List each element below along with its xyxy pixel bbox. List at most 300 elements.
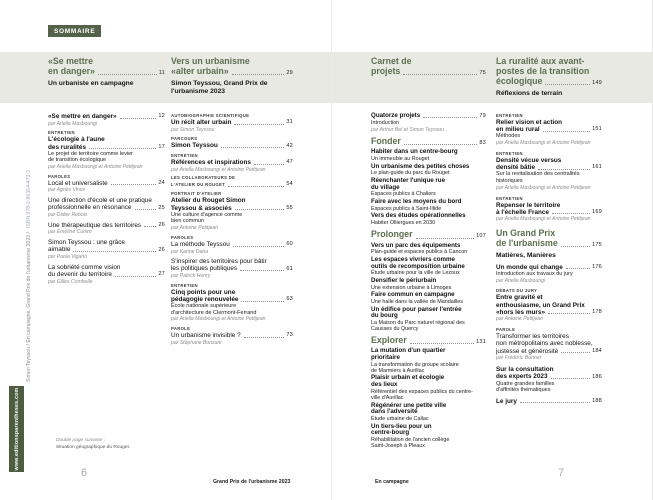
entry-page-number: 60 bbox=[286, 241, 293, 248]
entry-title: de l'urbanisme bbox=[496, 237, 558, 248]
toc-entry bbox=[496, 151, 602, 191]
toc-entry bbox=[496, 196, 602, 223]
dotted-leader bbox=[73, 251, 156, 252]
entry-description-line: historiques bbox=[496, 177, 523, 184]
dotted-leader bbox=[244, 337, 285, 338]
entry-title-line: Réenchanter l'unique rue bbox=[371, 176, 446, 184]
entry-author: par Simon Teyssou bbox=[171, 126, 215, 133]
entry-title-line: Un urbanisme des petites choses bbox=[371, 162, 470, 170]
entry-description-line: Saint-Joseph à Pleaux bbox=[371, 442, 425, 449]
entry-category: PAROLES bbox=[48, 173, 71, 179]
column-subtitle: Réflexions de terrain bbox=[496, 89, 563, 97]
entry-author: par Patrick Henry bbox=[171, 273, 211, 280]
entry-author: par Antoine Petitjean bbox=[496, 316, 544, 323]
entry-title-line: Transformer les territoires bbox=[496, 333, 569, 341]
entry-page-number: 12 bbox=[158, 113, 165, 120]
toc-entry bbox=[171, 235, 293, 255]
photo-caption-line-1: Double page suivante : bbox=[56, 438, 106, 443]
entry-page-number: 75 bbox=[479, 69, 486, 76]
column-header bbox=[48, 57, 165, 113]
toc-entry bbox=[171, 153, 293, 173]
dotted-leader bbox=[403, 74, 477, 75]
toc-entry bbox=[171, 113, 293, 133]
entry-title: «Se mettre en danger» bbox=[48, 113, 117, 120]
entry-leader-row bbox=[48, 180, 165, 187]
entry-leader-row bbox=[371, 137, 486, 147]
entry-description-line: Plan-guide et espaces publics à Cancon bbox=[371, 249, 468, 256]
dotted-leader bbox=[404, 144, 478, 145]
entry-title: «hors les murs» bbox=[496, 308, 546, 316]
entry-title: écologique bbox=[496, 75, 543, 86]
column-title-line: Carnet de bbox=[371, 56, 412, 66]
entry-leader-row bbox=[171, 181, 293, 188]
dotted-leader bbox=[552, 213, 590, 214]
entry-author: par Arthur Bel et Simon Teyssou bbox=[371, 126, 444, 133]
entry-category: ENTRETIEN bbox=[496, 195, 523, 201]
dotted-leader bbox=[561, 352, 590, 353]
dotted-leader bbox=[235, 209, 285, 210]
section-subtitle: Matières, Manières bbox=[496, 251, 556, 259]
dotted-leader bbox=[234, 124, 284, 125]
toc-entry bbox=[171, 283, 293, 323]
entry-description-line: Une extension urbaine à Limoges bbox=[371, 284, 452, 291]
entry-description-line: Un immeuble au Rouget bbox=[371, 156, 430, 163]
entry-leader-row bbox=[371, 67, 486, 77]
entry-author: par Agnès Vince bbox=[48, 187, 86, 194]
entry-author: par Ariella Masboungi et Antoine Petitjean bbox=[496, 216, 591, 223]
entry-title-line: enthousiasme, un Grand Prix bbox=[496, 301, 585, 309]
toc-entry bbox=[371, 178, 486, 197]
entry-title-line: dans l'adversité bbox=[371, 408, 418, 416]
entry-description-line: Référentiel des espaces publics du centre- bbox=[371, 388, 473, 395]
column-subtitle: Un urbaniste en campagne bbox=[48, 79, 134, 87]
column-title-line: postes de la transition bbox=[496, 65, 590, 76]
toc-entry bbox=[496, 113, 602, 147]
entry-page-number: 47 bbox=[286, 159, 293, 166]
entry-author: par Frédéric Bonnet bbox=[496, 355, 542, 362]
entry-page-number: 178 bbox=[592, 308, 602, 315]
photo-caption-line-2: Situation géographique du Rouget. bbox=[56, 444, 131, 450]
column-title-line: «Se mettre bbox=[48, 56, 93, 66]
toc-entry bbox=[48, 197, 165, 218]
page-fold-line bbox=[331, 0, 332, 500]
toc-entry bbox=[371, 257, 486, 276]
entry-description-line: ville d'Aurillac bbox=[371, 394, 404, 401]
entry-title: Fonder bbox=[371, 135, 401, 146]
entry-title: Simon Teyssou bbox=[171, 142, 218, 150]
entry-page-number: 17 bbox=[158, 143, 165, 150]
entry-title: Un récit alter urbain bbox=[171, 119, 232, 126]
entry-title-line: Un tiers-lieu pour un bbox=[371, 422, 432, 430]
entry-title-line: Repenser le territoire bbox=[496, 201, 561, 209]
entry-description-line: Causses du Quercy bbox=[371, 325, 419, 332]
entry-leader-row bbox=[496, 239, 602, 249]
dotted-leader bbox=[551, 378, 591, 379]
entry-title-line: L'écologie à l'aune bbox=[48, 136, 105, 144]
entry-title-line: Sur la consultation bbox=[496, 366, 554, 374]
column-header bbox=[171, 57, 293, 113]
entry-title: justesse et générosité bbox=[496, 347, 559, 355]
entry-description-line: de transition écologique bbox=[48, 157, 107, 164]
entry-title-line: Densité vécue versus bbox=[496, 157, 562, 165]
entry-leader-row bbox=[496, 398, 602, 405]
dotted-leader bbox=[89, 148, 156, 149]
entry-page-number: 161 bbox=[592, 164, 602, 171]
entry-category: ENTRETIEN bbox=[496, 113, 523, 118]
dotted-leader bbox=[240, 270, 284, 271]
toc-entry bbox=[496, 366, 602, 393]
entry-leader-row bbox=[171, 119, 293, 126]
dotted-leader bbox=[520, 402, 590, 403]
entry-page-number: 188 bbox=[592, 397, 602, 404]
toc-entry bbox=[496, 288, 602, 322]
entry-title: «alter urbain» bbox=[171, 65, 229, 76]
entry-title: Quatorze projets bbox=[371, 112, 421, 120]
dotted-leader bbox=[561, 246, 590, 247]
dotted-leader bbox=[543, 131, 590, 132]
column-title-line: La ruralité aux avant- bbox=[496, 56, 585, 66]
entry-description-line: Une halle dans la vallée de Mandailles bbox=[371, 298, 463, 305]
spine-title: Simon Teyssou / En campagne, Grand Prix de l'urbanisme 2023 / bbox=[26, 232, 32, 382]
column-title-line: Vers un urbanisme bbox=[171, 56, 250, 66]
spine-text bbox=[26, 104, 32, 382]
entry-description-line: Introduction aux travaux du jury bbox=[496, 270, 573, 277]
entry-title-line: des lieux bbox=[371, 381, 398, 389]
entry-page-number: 131 bbox=[476, 338, 486, 345]
entry-description-line: Étude urbaine de Callac bbox=[371, 415, 429, 422]
entry-leader-row bbox=[171, 159, 293, 166]
entry-title-line: La mutation d'un quartier bbox=[371, 347, 446, 355]
toc-entry bbox=[171, 191, 293, 231]
entry-title: Teyssou & associés bbox=[171, 204, 232, 212]
entry-author: par Ariella Masboungi et Antoine Petitjean bbox=[171, 316, 266, 323]
dotted-leader bbox=[144, 226, 156, 227]
entry-page-number: 83 bbox=[479, 139, 486, 146]
entry-page-number: 31 bbox=[286, 119, 293, 126]
entry-leader-row bbox=[48, 67, 165, 77]
entry-description-line: de Marmiers à Aurillac bbox=[371, 367, 425, 374]
toc-entry bbox=[371, 199, 486, 212]
dotted-leader bbox=[548, 313, 590, 314]
entry-page-number: 24 bbox=[158, 179, 165, 186]
dotted-leader bbox=[566, 268, 590, 269]
entry-title: Références et inspirations bbox=[171, 158, 251, 166]
entry-title-line: Vers un parc des équipements bbox=[371, 241, 461, 249]
running-title-left: Grand Prix de l'urbanisme 2023 bbox=[213, 479, 291, 485]
entry-description-line: Quatre grandes familles bbox=[496, 380, 555, 387]
entry-category: PAROLES bbox=[171, 234, 194, 240]
entry-title: en milieu rural bbox=[496, 126, 540, 134]
entry-page-number: 186 bbox=[592, 373, 602, 380]
entry-page-number: 25 bbox=[158, 204, 165, 211]
entry-title: projets bbox=[371, 65, 401, 76]
sommaire-badge: SOMMAIRE bbox=[48, 25, 101, 37]
toc-entry bbox=[371, 292, 486, 305]
column-subtitle: Simon Teyssou, Grand Prix de l'urbanisme 2023 bbox=[171, 79, 268, 95]
toc-entry bbox=[371, 137, 486, 147]
toc-entry bbox=[496, 327, 602, 361]
entry-author: par Karine Dana bbox=[171, 248, 209, 255]
entry-leader-row bbox=[171, 265, 293, 272]
entry-leader-row bbox=[48, 222, 165, 229]
entry-title-line: Entre gravité et bbox=[496, 294, 543, 302]
entry-description-line: École nationale supérieure bbox=[171, 303, 237, 310]
toc-entry bbox=[496, 229, 602, 260]
entry-title: des experts 2023 bbox=[496, 373, 548, 381]
entry-author: par Antoine Petitjean bbox=[171, 225, 219, 232]
dotted-leader bbox=[120, 118, 157, 119]
dotted-leader bbox=[410, 343, 474, 344]
dotted-leader bbox=[228, 186, 284, 187]
entry-title-line: Les espaces vivriers comme bbox=[371, 255, 455, 263]
entry-leader-row bbox=[171, 205, 293, 212]
entry-description-line: Habiter Olliergues en 2030 bbox=[371, 220, 436, 227]
toc-entry bbox=[48, 222, 165, 236]
toc-entry bbox=[371, 336, 486, 346]
entry-description-line: Espaces publics à Saint-Illide bbox=[371, 205, 442, 212]
entry-title-line: Simon Teyssou : une grâce bbox=[48, 239, 125, 247]
entry-page-number: 63 bbox=[286, 296, 293, 303]
toc-entry bbox=[496, 264, 602, 284]
toc-column-4 bbox=[496, 57, 602, 409]
entry-author: par Didier Rebois bbox=[48, 212, 88, 219]
toc-entry bbox=[48, 239, 165, 260]
toc-entry bbox=[371, 403, 486, 422]
entry-leader-row bbox=[496, 373, 602, 380]
toc-entry bbox=[371, 230, 486, 240]
entry-author: par Ariella Masboungi et Antoine Petitjean bbox=[496, 184, 591, 191]
column-header bbox=[496, 57, 602, 113]
entry-title-line: Cinq points pour une bbox=[171, 288, 236, 296]
dotted-leader bbox=[111, 184, 157, 185]
entry-category: ENTRETIEN bbox=[171, 152, 198, 158]
toc-entry bbox=[371, 307, 486, 332]
entry-page-number: 107 bbox=[476, 233, 486, 240]
entry-description-line: Introduction bbox=[371, 119, 400, 126]
entry-leader-row bbox=[48, 113, 165, 120]
entry-leader-row bbox=[48, 204, 165, 211]
toc-entry bbox=[371, 164, 486, 177]
entry-leader-row bbox=[496, 348, 602, 355]
entry-author: par Ariella Masboungi et Antoine Petitjean bbox=[48, 164, 143, 171]
entry-category: DÉBATS DU JURY bbox=[496, 288, 538, 294]
entry-leader-row bbox=[496, 77, 602, 87]
entry-page-number: 42 bbox=[286, 142, 293, 149]
dotted-leader bbox=[115, 276, 156, 277]
entry-title-line: Atelier du Rouget Simon bbox=[171, 197, 246, 205]
entry-title-line: Un édifice pour panser l'entrée bbox=[371, 305, 462, 313]
entry-title-line: Plaisir urbain et écologie bbox=[371, 374, 445, 382]
toc-entry bbox=[371, 375, 486, 400]
entry-title: des ruralités bbox=[48, 143, 87, 151]
entry-title-line: LES COLLABORATEURS DE bbox=[171, 175, 236, 181]
entry-page-number: 26 bbox=[158, 221, 165, 228]
dotted-leader bbox=[232, 74, 285, 75]
entry-leader-row bbox=[496, 209, 602, 216]
entry-title-line: La sobriété comme vision bbox=[48, 263, 121, 271]
entry-leader-row bbox=[171, 142, 293, 149]
entry-leader-row bbox=[171, 241, 293, 248]
entry-title: densité bâtie bbox=[496, 164, 536, 172]
entry-category: PAROLE bbox=[496, 327, 516, 333]
entry-leader-row bbox=[371, 230, 486, 240]
toc-entry bbox=[371, 243, 486, 256]
publisher-badge: www.editionsparentheses.com bbox=[9, 386, 24, 472]
entry-page-number: 175 bbox=[592, 241, 602, 248]
entry-category: ENTRETIEN bbox=[171, 282, 198, 288]
entry-leader-row bbox=[171, 67, 293, 77]
entry-title: Local et universaliste bbox=[48, 179, 108, 187]
toc-entry bbox=[48, 113, 165, 127]
entry-description-line: Espaces publics à Chaliers bbox=[371, 191, 436, 198]
entry-leader-row bbox=[48, 271, 165, 278]
entry-title-line: Régénérer une petite ville bbox=[371, 401, 447, 409]
entry-author: par Ariella Masboungi et Antoine Petitjean bbox=[171, 166, 266, 173]
toc-entry bbox=[171, 258, 293, 279]
entry-description-line: La transformation du groupe scolaire bbox=[371, 361, 459, 368]
entry-description-line: Étude urbaine pour la ville de Lezoux bbox=[371, 270, 460, 277]
toc-entry bbox=[171, 326, 293, 346]
entry-title: aimable bbox=[48, 246, 71, 254]
entry-page-number: 29 bbox=[286, 69, 293, 76]
toc-entry bbox=[371, 213, 486, 226]
entry-title-line: Une direction d'école et une pratique bbox=[48, 197, 152, 205]
entry-title: du devenir du territoire bbox=[48, 270, 112, 278]
dotted-leader bbox=[98, 74, 157, 75]
dotted-leader bbox=[233, 246, 285, 247]
entry-author: par Ariella Masboungi bbox=[48, 120, 98, 127]
toc-column-1 bbox=[48, 57, 165, 288]
running-title-right: En campagne bbox=[375, 479, 409, 485]
toc-entry bbox=[371, 278, 486, 291]
column-header bbox=[371, 57, 486, 113]
entry-category: PAROLE bbox=[171, 326, 191, 332]
toc-entry bbox=[48, 264, 165, 285]
entry-title: L'ATELIER DU ROUGET bbox=[171, 182, 226, 188]
toc-column-3 bbox=[371, 57, 486, 451]
toc-entry bbox=[371, 113, 486, 133]
entry-author: par Gilles Combelle bbox=[48, 278, 93, 285]
entry-page-number: 79 bbox=[479, 113, 486, 119]
entry-leader-row bbox=[48, 246, 165, 253]
toc-entry bbox=[171, 136, 293, 149]
entry-leader-row bbox=[371, 336, 486, 346]
dotted-leader bbox=[241, 301, 284, 302]
entry-title: Une thérapeutique des territoires bbox=[48, 221, 142, 229]
entry-page-number: 73 bbox=[286, 332, 293, 339]
toc-entry bbox=[371, 424, 486, 449]
entry-author: par Ariella Masboungi bbox=[496, 277, 546, 284]
toc-column-2 bbox=[171, 57, 293, 350]
entry-title: Le jury bbox=[496, 397, 517, 405]
toc-entry bbox=[48, 174, 165, 194]
dotted-leader bbox=[538, 169, 590, 170]
entry-page-number: 169 bbox=[592, 208, 602, 215]
entry-leader-row bbox=[371, 113, 486, 120]
entry-category: PORTRAIT D'ATELIER bbox=[171, 191, 222, 197]
entry-title-line: Faire commun en campagne bbox=[371, 291, 455, 299]
entry-title-line: Vers des études opérationnelles bbox=[371, 212, 466, 220]
page-number-left: 6 bbox=[81, 467, 88, 479]
entry-page-number: 27 bbox=[158, 271, 165, 278]
dotted-leader bbox=[545, 84, 590, 85]
entry-leader-row bbox=[496, 126, 602, 133]
entry-title: Un monde qui change bbox=[496, 263, 563, 271]
dotted-leader bbox=[254, 164, 284, 165]
entry-title-line: du village bbox=[371, 183, 400, 191]
entry-title: pédagogie renouvelée bbox=[171, 296, 239, 304]
entry-page-number: 11 bbox=[158, 69, 165, 76]
entry-page-number: 176 bbox=[592, 263, 602, 270]
entry-page-number: 61 bbox=[286, 265, 293, 272]
entry-title: La méthode Teyssou bbox=[171, 240, 230, 248]
entry-title-line: Un Grand Prix bbox=[496, 227, 556, 238]
page-number-right: 7 bbox=[558, 467, 565, 479]
entry-description-line: Une culture d'agence comme bbox=[171, 211, 243, 218]
entry-page-number: 55 bbox=[286, 204, 293, 211]
entry-leader-row bbox=[496, 264, 602, 271]
entry-title-line: outils de recomposition urbaine bbox=[371, 262, 465, 270]
toc-entry bbox=[371, 149, 486, 162]
entry-category: ENTRETIEN bbox=[48, 130, 75, 136]
entry-category: PARCOURS bbox=[171, 136, 198, 142]
entry-title-line: prioritaire bbox=[371, 354, 400, 362]
entry-leader-row bbox=[48, 144, 165, 151]
entry-author: par Stéphane Bonzani bbox=[171, 339, 222, 346]
entry-description-line: Le projet de territoire comme levier bbox=[48, 150, 133, 157]
entry-title: en danger» bbox=[48, 65, 95, 76]
dotted-leader bbox=[416, 238, 475, 239]
entry-title-line: Relier vision et action bbox=[496, 119, 563, 126]
entry-title: professionnelle en résonance bbox=[48, 204, 132, 212]
entry-title-line: Densifier le périurbain bbox=[371, 276, 437, 284]
entry-description-line: d'architecture de Clermont-Ferrand bbox=[171, 309, 257, 316]
entry-title-line: Habiter dans un centre-bourg bbox=[371, 148, 458, 156]
entry-leader-row bbox=[496, 164, 602, 171]
entry-description-line: bien commun bbox=[171, 218, 205, 225]
entry-leader-row bbox=[171, 332, 293, 339]
dotted-leader bbox=[135, 209, 157, 210]
entry-title: Prolonger bbox=[371, 229, 413, 240]
dotted-leader bbox=[221, 147, 285, 148]
entry-title-line: du bourg bbox=[371, 312, 398, 320]
entry-description-line: Méthodes bbox=[496, 133, 521, 140]
entry-category: AUTOBIOGRAPHIE SCIENTIFIQUE bbox=[171, 113, 250, 118]
entry-title: Un urbanisme invisible ? bbox=[171, 332, 241, 340]
entry-title-line: S'inspirer des territoires pour bâtir bbox=[171, 258, 267, 266]
entry-title: à l'échelle France bbox=[496, 208, 550, 216]
entry-page-number: 149 bbox=[592, 79, 602, 86]
entry-category: ENTRETIEN bbox=[496, 151, 523, 157]
entry-description-line: Réhabilitation de l'ancien collège bbox=[371, 436, 450, 443]
entry-title-line: non métropolitains avec noblesse, bbox=[496, 340, 593, 348]
entry-description-line: La Maison du Parc naturel régional des bbox=[371, 319, 465, 326]
photo-caption bbox=[56, 438, 130, 451]
entry-description-line: Sur la revitalisation des centralités bbox=[496, 171, 580, 178]
toc-entry bbox=[371, 348, 486, 373]
entry-page-number: 54 bbox=[286, 181, 293, 188]
toc-entry bbox=[171, 176, 293, 188]
entry-title: Explorer bbox=[371, 334, 407, 345]
entry-leader-row bbox=[496, 309, 602, 316]
spine-isbn: ISBN 978-2-86364-473-2 bbox=[26, 170, 32, 229]
dotted-leader bbox=[423, 117, 477, 118]
entry-page-number: 184 bbox=[592, 347, 602, 354]
toc-entry bbox=[496, 398, 602, 405]
entry-page-number: 151 bbox=[592, 126, 602, 133]
toc-entry bbox=[48, 130, 165, 170]
entry-author: par Éméline Curien bbox=[48, 229, 92, 236]
